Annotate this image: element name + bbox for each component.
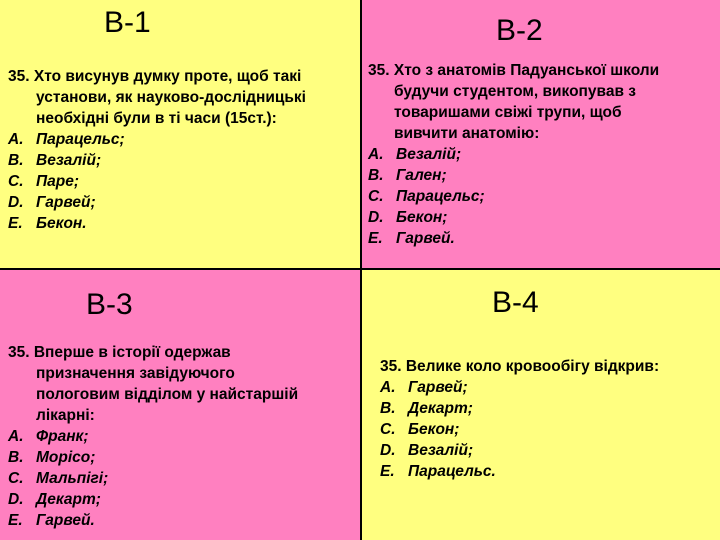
option-letter: D.: [8, 194, 24, 211]
question-line: 35. Велике коло кровообігу відкрив:: [380, 358, 660, 375]
option-d: [368, 207, 718, 228]
horizontal-divider: [0, 268, 720, 270]
option-text: Бекон.: [36, 215, 87, 232]
variant-1-question-block: [8, 66, 358, 234]
option-b: [380, 398, 716, 419]
option-letter: D.: [380, 442, 396, 459]
question-line: 35. Хто висунув думку проте, щоб такі: [8, 68, 302, 85]
option-text: Везалій;: [396, 146, 462, 163]
question-line: 35. Вперше в історії одержав: [8, 344, 231, 361]
option-letter: E.: [8, 512, 23, 529]
option-text: Гален;: [396, 167, 447, 184]
option-letter: A.: [368, 146, 384, 163]
variant-2-question: [368, 60, 718, 144]
variant-2-question-block: [368, 60, 718, 249]
option-text: Парацельс.: [408, 463, 496, 480]
option-letter: E.: [380, 463, 395, 480]
question-line: установи, як науково-дослідницькі: [36, 89, 306, 106]
option-c: [8, 468, 358, 489]
option-text: Парацельс;: [36, 131, 125, 148]
variant-4-options: [380, 377, 716, 482]
option-text: Паре;: [36, 173, 80, 190]
option-e: [380, 461, 716, 482]
question-line: лікарні:: [36, 407, 95, 424]
option-e: [8, 213, 358, 234]
variant-3-title: В-3: [86, 288, 133, 321]
variant-4-question: [380, 356, 716, 377]
option-letter: A.: [8, 428, 24, 445]
option-letter: B.: [8, 152, 24, 169]
variant-3-options: [8, 426, 358, 531]
option-text: Гарвей.: [36, 512, 95, 529]
option-text: Гарвей;: [408, 379, 468, 396]
option-letter: B.: [8, 449, 24, 466]
option-a: [380, 377, 716, 398]
option-letter: A.: [8, 131, 24, 148]
option-a: [8, 426, 358, 447]
option-letter: E.: [8, 215, 23, 232]
option-c: [8, 171, 358, 192]
option-e: [8, 510, 358, 531]
option-text: Гарвей;: [36, 194, 96, 211]
option-letter: D.: [8, 491, 24, 508]
option-letter: B.: [380, 400, 396, 417]
vertical-divider: [360, 0, 362, 540]
variant-4-question-block: [380, 356, 716, 482]
variant-1-title: В-1: [104, 6, 151, 39]
question-line: пологовим відділом у найстаршій: [36, 386, 299, 403]
option-letter: C.: [380, 421, 396, 438]
variant-3-question: [8, 342, 358, 426]
option-text: Морісо;: [36, 449, 96, 466]
option-letter: C.: [8, 173, 24, 190]
option-letter: C.: [368, 188, 384, 205]
question-line: необхідні були в ті часи (15ст.):: [36, 110, 277, 127]
option-letter: A.: [380, 379, 396, 396]
variant-2-title: В-2: [496, 14, 543, 47]
option-text: Бекон;: [408, 421, 460, 438]
question-line: призначення завідуючого: [36, 365, 235, 382]
variant-1-question: [8, 66, 358, 129]
option-e: [368, 228, 718, 249]
option-text: Декарт;: [36, 491, 101, 508]
option-text: Мальпігі;: [36, 470, 109, 487]
option-d: [8, 192, 358, 213]
option-a: [368, 144, 718, 165]
variant-4-title: В-4: [492, 286, 539, 319]
option-b: [8, 447, 358, 468]
option-d: [8, 489, 358, 510]
variant-1-options: [8, 129, 358, 234]
option-b: [8, 150, 358, 171]
option-a: [8, 129, 358, 150]
option-text: Бекон;: [396, 209, 448, 226]
question-line: будучи студентом, викопував з: [394, 83, 637, 100]
option-c: [368, 186, 718, 207]
question-line: товаришами свіжі трупи, щоб: [394, 104, 622, 121]
option-b: [368, 165, 718, 186]
option-text: Декарт;: [408, 400, 473, 417]
variant-2-options: [368, 144, 718, 249]
question-line: 35. Хто з анатомів Падуанської школи: [368, 62, 660, 79]
option-c: [380, 419, 716, 440]
option-letter: D.: [368, 209, 384, 226]
option-d: [380, 440, 716, 461]
option-text: Гарвей.: [396, 230, 455, 247]
option-text: Везалій;: [408, 442, 474, 459]
variant-3-question-block: [8, 342, 358, 531]
option-text: Парацельс;: [396, 188, 485, 205]
option-text: Франк;: [36, 428, 89, 445]
option-letter: B.: [368, 167, 384, 184]
question-line: вивчити анатомію:: [394, 125, 540, 142]
option-letter: C.: [8, 470, 24, 487]
option-letter: E.: [368, 230, 383, 247]
option-text: Везалій;: [36, 152, 102, 169]
